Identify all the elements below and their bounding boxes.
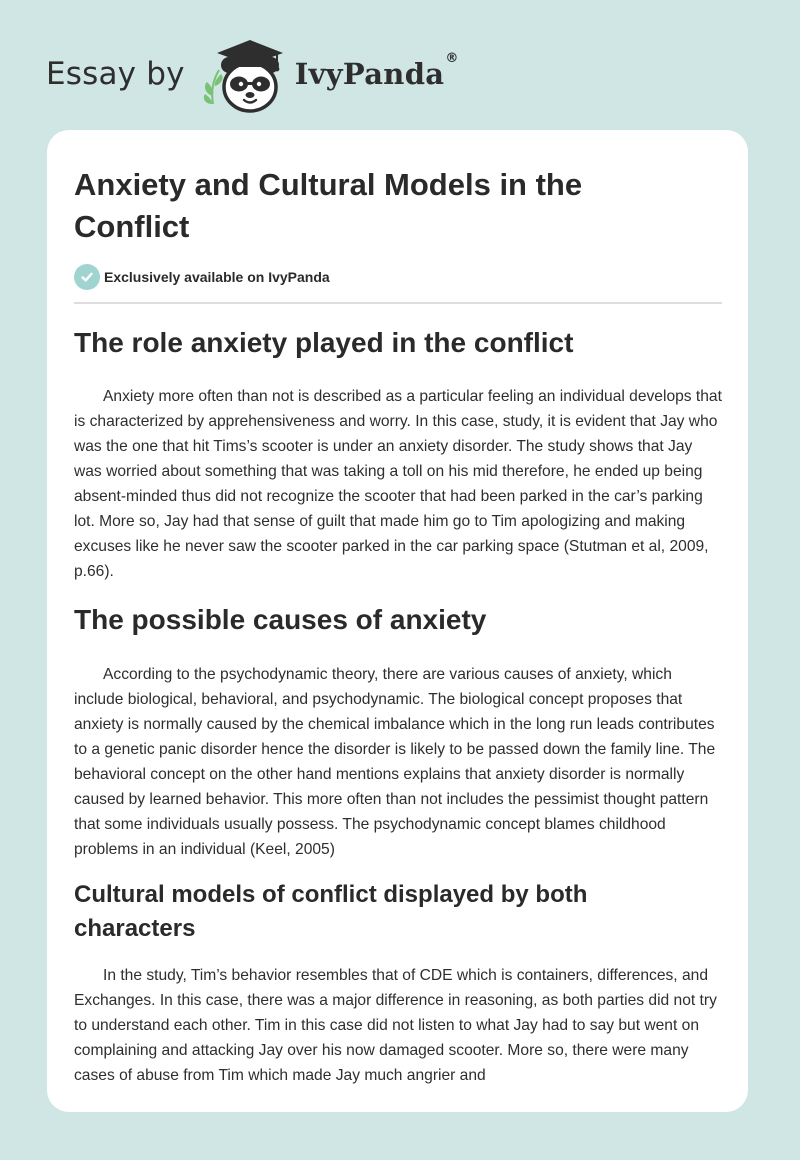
section-body-anxiety-causes: According to the psychodynamic theory, there are various causes of anxiety, which include biological, behavioral, and psychodynamic. The biological concept proposes that anxiety is normally caused by the chemical imbalance which in the long run leads contributes to a genetic panic disorder hence the disorder is likely to be passed down the family line. The behavioral concept on the other hand mentions explains that anxiety disorder is normally caused by learned behavior. This more often than not includes the pessimist thought pattern that some individuals usually possess. The psychodynamic concept blames childhood problems in an individual (Keel, 2005) (74, 666, 716, 858)
section-heading-cultural-models: Cultural models of conflict displayed by both characters (74, 881, 588, 942)
divider (74, 302, 722, 304)
essay-card (47, 130, 748, 1112)
essay-title: Anxiety and Cultural Models in the Conflict (74, 167, 583, 244)
section-heading-anxiety-causes: The possible causes of anxiety (74, 604, 487, 635)
exclusive-badge-text: Exclusively available on IvyPanda (104, 269, 330, 285)
exclusive-badge (74, 263, 330, 291)
section-body-anxiety-role: Anxiety more often than not is described as a particular feeling an individual develops that is characterized by apprehensiveness and worry. In this case, study, it is evident that Jay who was the one that hit Tims’s scooter is under an anxiety disorder. The study shows that Jay was worried about something that was taking a toll on his mid therefore, he ended up being absent-minded thus did not recognize the scooter that had been parked in the car’s parking lot. More so, Jay had that sense of guilt that made him go to Tim apologizing and making excuses like he never saw the scooter parked in the car parking space (Stutman et al, 2009, p.66). (74, 388, 722, 580)
registered-mark: ® (445, 51, 459, 66)
brand-name[interactable] (294, 51, 459, 91)
panda-logo-icon[interactable] (199, 34, 291, 114)
check-icon (74, 264, 100, 290)
brand-name-text[interactable]: IvyPanda (294, 57, 445, 91)
section-body-cultural-models: In the study, Tim’s behavior resembles that of CDE which is containers, differences, and Exchanges. In this case, there was a major difference in reasoning, as both parties did not try to understand each other. Tim in this case did not listen to what Jay had to say but went on complaining and attacking Jay over his now damaged scooter. More so, there were many cases of abuse from Tim which made Jay much angrier and (74, 967, 717, 1084)
section-heading-anxiety-role: The role anxiety played in the conflict (74, 327, 574, 358)
brand-prefix: Essay by (46, 56, 185, 92)
brand-header (46, 34, 459, 114)
